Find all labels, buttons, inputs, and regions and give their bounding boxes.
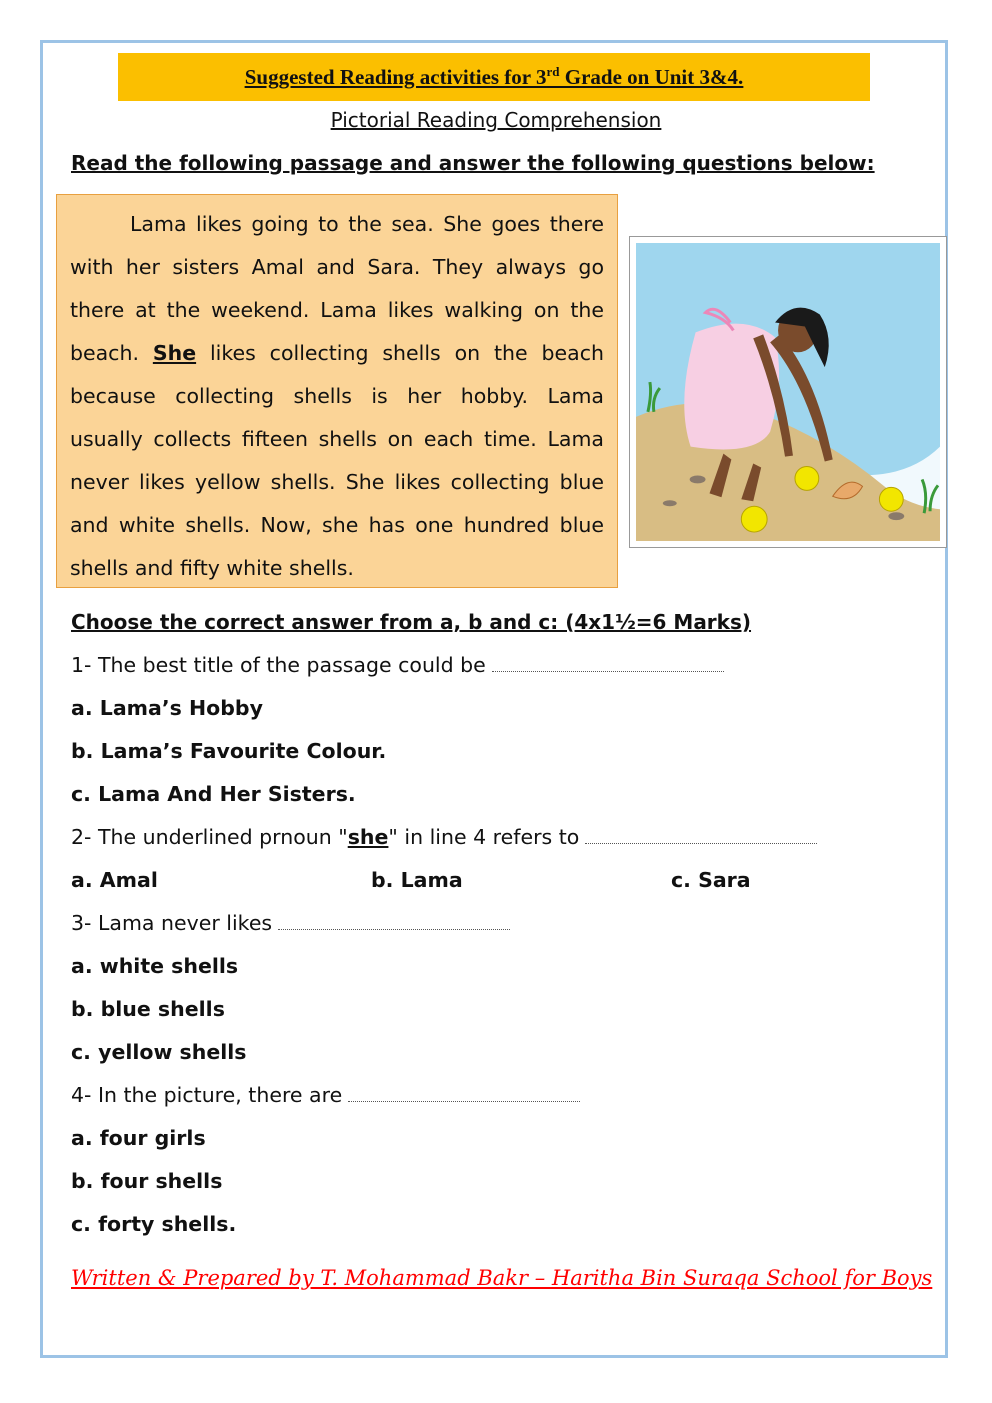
girl-collecting-shells-image bbox=[636, 243, 940, 541]
q2-option-a: a. Amal bbox=[71, 868, 158, 892]
underlined-pronoun: She bbox=[152, 341, 197, 365]
q4-option-c: c. forty shells. bbox=[71, 1212, 237, 1236]
q3-option-c: c. yellow shells bbox=[71, 1040, 247, 1064]
q3-option-a: a. white shells bbox=[71, 954, 239, 978]
question-2-prompt: 2- The underlined prnoun "she" in line 4 refers to bbox=[71, 825, 817, 849]
author-footer: Written & Prepared by T. Mohammad Bakr – Haritha Bin Suraqa School for Boys bbox=[71, 1266, 933, 1290]
q3-option-b: b. blue shells bbox=[71, 997, 225, 1021]
q4-option-b: b. four shells bbox=[71, 1169, 223, 1193]
answer-blank bbox=[585, 831, 817, 844]
question-3-prompt: 3- Lama never likes bbox=[71, 911, 510, 935]
question-4-prompt: 4- In the picture, there are bbox=[71, 1083, 580, 1107]
subtitle: Pictorial Reading Comprehension bbox=[330, 108, 662, 132]
question-1-prompt: 1- The best title of the passage could be bbox=[71, 653, 724, 677]
title-banner bbox=[118, 53, 870, 101]
beach-illustration bbox=[629, 236, 947, 548]
questions-heading: Choose the correct answer from a, b and c: (4x1½=6 Marks) bbox=[71, 610, 752, 634]
q1-option-c: c. Lama And Her Sisters. bbox=[71, 782, 356, 806]
instruction: Read the following passage and answer the following questions below: bbox=[71, 151, 875, 175]
answer-blank bbox=[278, 917, 510, 930]
q2-option-b: b. Lama bbox=[371, 868, 463, 892]
page-title: Suggested Reading activities for 3rd Grade on Unit 3&4. bbox=[244, 64, 744, 89]
q2-option-c: c. Sara bbox=[671, 868, 751, 892]
q4-option-a: a. four girls bbox=[71, 1126, 206, 1150]
answer-blank bbox=[492, 659, 724, 672]
q1-option-a: a. Lama’s Hobby bbox=[71, 696, 263, 720]
reading-passage: Lama likes going to the sea. She goes there with her sisters Amal and Sara. They always go there at the weekend. Lama likes walking on the beach. She likes collecting shells on the beach because collecting shells is her hobby. Lama usually collects fifteen shells on each time. Lama never likes yellow shells. She likes collecting blue and white shells. Now, she has one hundred blue shells and fifty white shells. bbox=[56, 194, 618, 588]
answer-blank bbox=[348, 1089, 580, 1102]
q1-option-b: b. Lama’s Favourite Colour. bbox=[71, 739, 387, 763]
